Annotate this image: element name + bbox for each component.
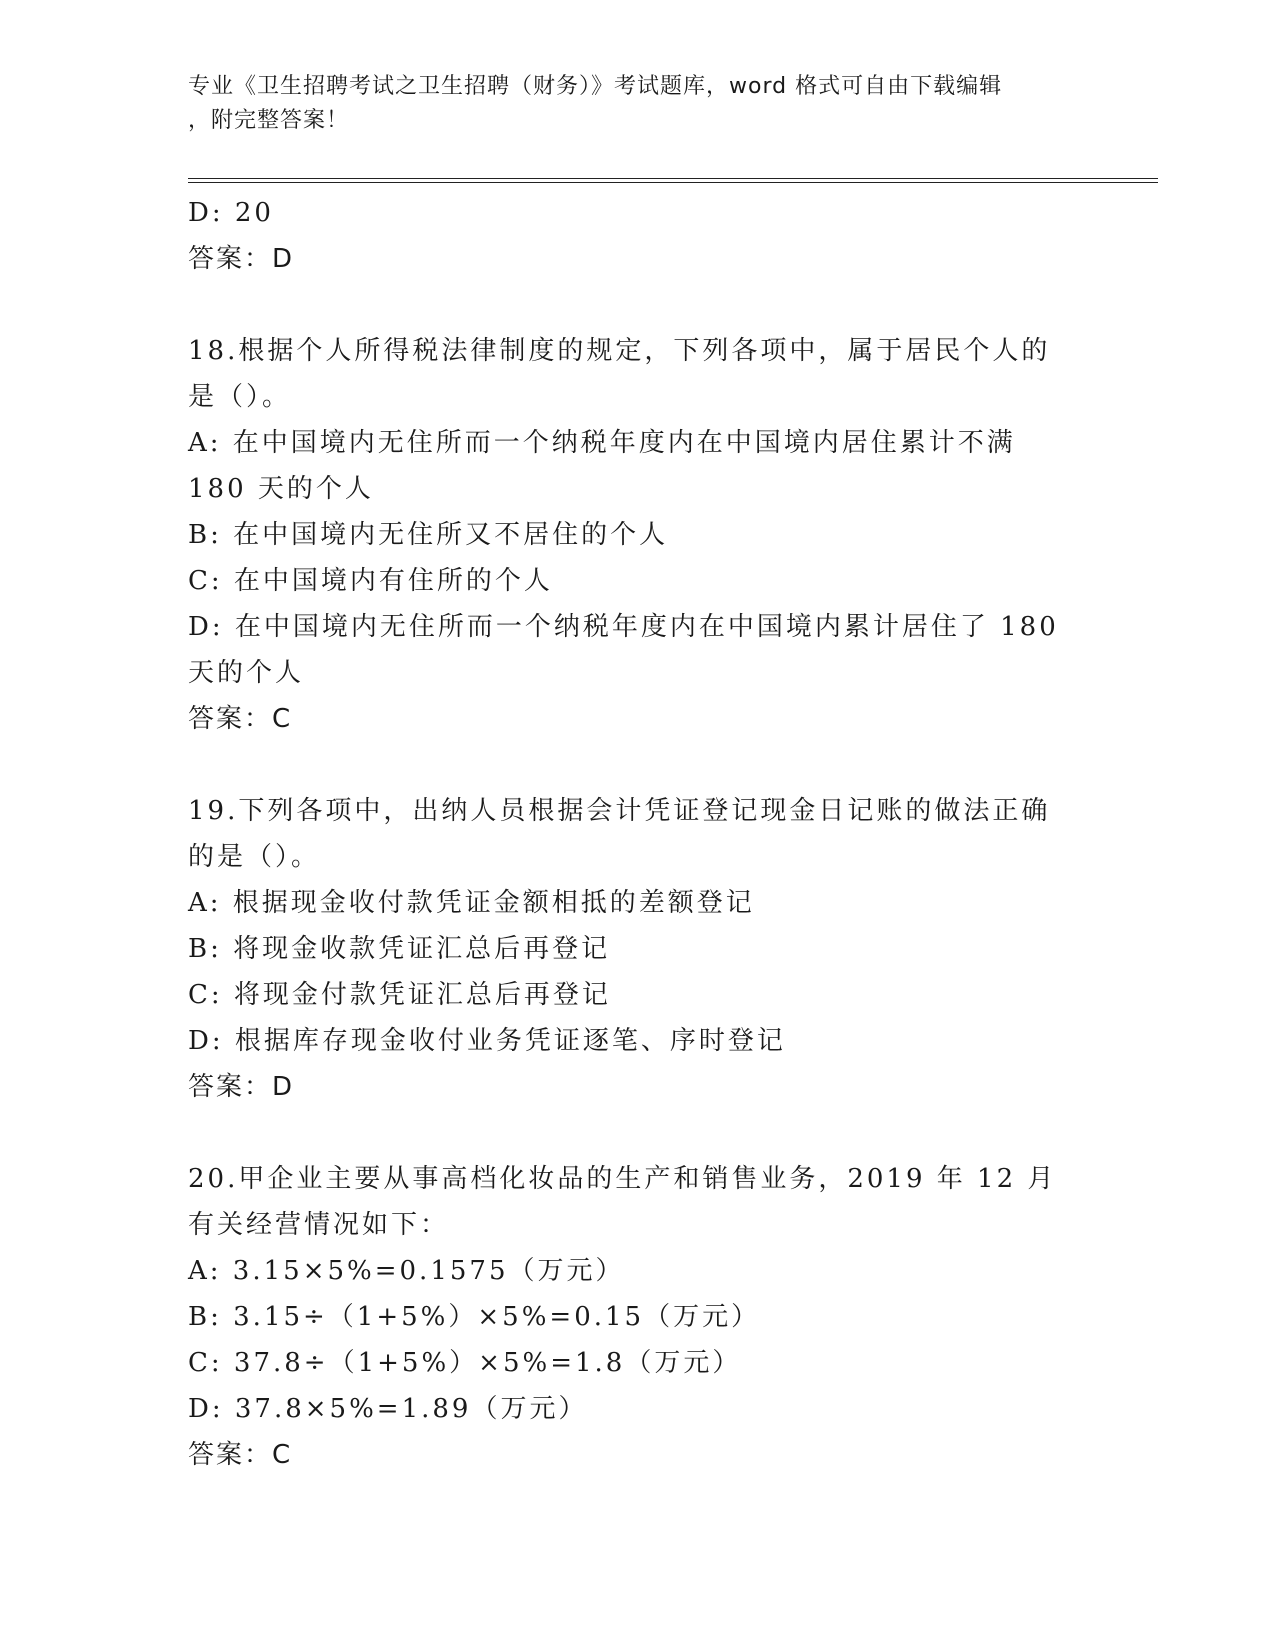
header-line-2: ，附完整答案！ (188, 108, 350, 133)
question-20 (188, 1156, 1088, 1478)
option-b: B: 在中国境内无住所又不居住的个人 (188, 520, 669, 550)
header-rule-top (188, 178, 1158, 179)
option-a: A: 在中国境内无住所而一个纳税年度内在中国境内居住累计不满 180 天的个人 (188, 428, 1016, 504)
prev-option-d: D: 20 (188, 198, 274, 228)
option-c: C: 将现金付款凭证汇总后再登记 (188, 980, 611, 1010)
answer: 答案：C (188, 704, 293, 734)
header-rule-bottom (188, 182, 1158, 183)
option-d: D: 根据库存现金收付业务凭证逐笔、序时登记 (188, 1026, 786, 1056)
spacer (188, 282, 1088, 328)
option-b: B: 将现金收款凭证汇总后再登记 (188, 934, 611, 964)
option-a: A: 根据现金收付款凭证金额相抵的差额登记 (188, 888, 755, 918)
question-text: 18.根据个人所得税法律制度的规定，下列各项中，属于居民个人的是（）。 (188, 336, 1051, 412)
answer: 答案：D (188, 1072, 295, 1102)
question-text: 19.下列各项中，出纳人员根据会计凭证登记现金日记账的做法正确的是（）。 (188, 796, 1051, 872)
spacer (188, 742, 1088, 788)
option-c: C: 在中国境内有住所的个人 (188, 566, 553, 596)
question-text: 20.甲企业主要从事高档化妆品的生产和销售业务，2019 年 12 月有关经营情况如下： (188, 1164, 1057, 1240)
option-d: D: 37.8×5%=1.89（万元） (188, 1394, 588, 1424)
option-d: D: 在中国境内无住所而一个纳税年度内在中国境内累计居住了 180 天的个人 (188, 612, 1059, 688)
document-header (188, 70, 1068, 138)
prev-answer: 答案：D (188, 244, 295, 274)
question-18 (188, 328, 1088, 742)
question-19 (188, 788, 1088, 1110)
spacer (188, 1110, 1088, 1156)
answer: 答案：C (188, 1440, 293, 1470)
header-line-1: 专业《卫生招聘考试之卫生招聘（财务）》考试题库，word 格式可自由下载编辑 (188, 74, 1003, 99)
option-a: A: 3.15×5%=0.1575（万元） (188, 1256, 625, 1286)
document-body (188, 190, 1088, 1478)
option-c: C: 37.8÷（1+5%）×5%=1.8（万元） (188, 1348, 742, 1378)
option-b: B: 3.15÷（1+5%）×5%=0.15（万元） (188, 1302, 761, 1332)
